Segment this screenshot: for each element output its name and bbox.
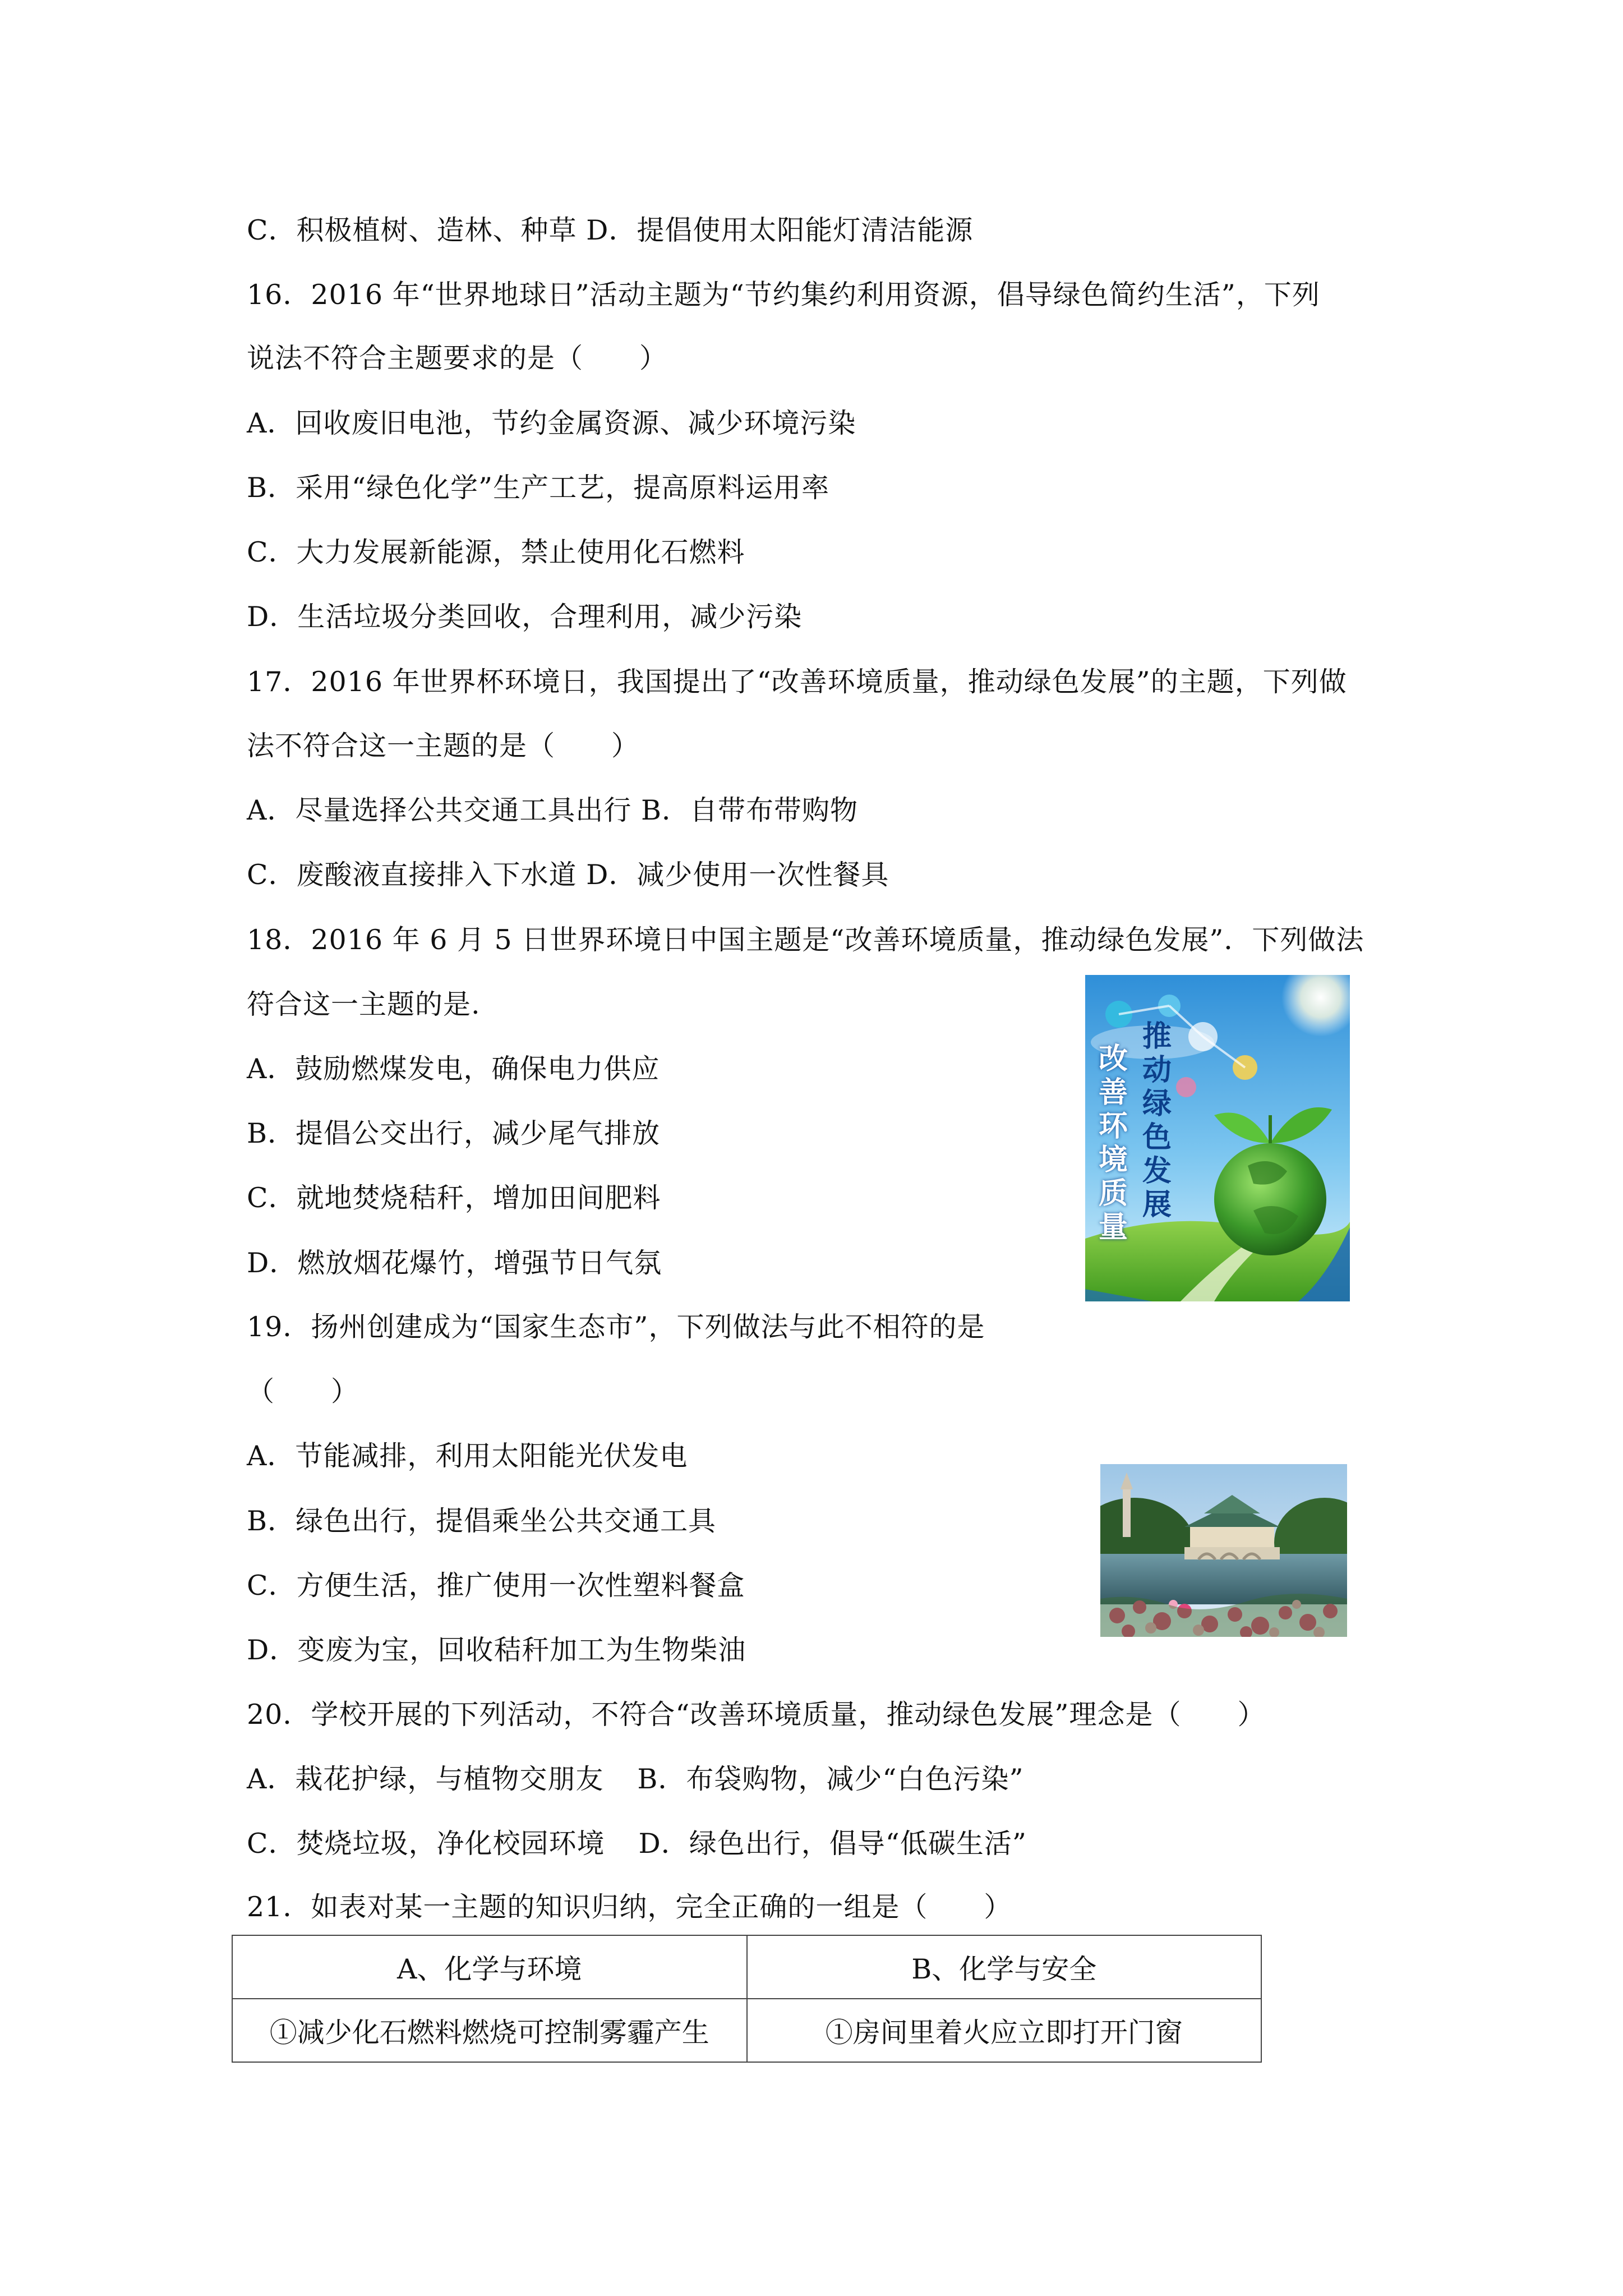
- q19-option-d: D．变废为宝，回收秸秆加工为生物柴油: [247, 1634, 746, 1666]
- q18-option-a: A．鼓励燃煤发电，确保电力供应: [247, 1053, 660, 1085]
- table-row: [232, 1999, 1261, 2062]
- q17-options-ab: A．尽量选择公共交通工具出行 B．自带布带购物: [247, 794, 858, 826]
- q16-option-a: A．回收废旧电池，节约金属资源、减少环境污染: [247, 407, 856, 439]
- yangzhou-lake-photo: [1100, 1464, 1347, 1637]
- table-header-b: B、化学与安全: [747, 1935, 1262, 1999]
- q17-stem-line1: 17．2016 年世界杯环境日，我国提出了“改善环境质量，推动绿色发展”的主题，下列做: [247, 666, 1347, 698]
- q21-stem: 21．如表对某一主题的知识归纳，完全正确的一组是（ ）: [247, 1891, 1012, 1923]
- green-development-poster: [1085, 975, 1350, 1301]
- q17-options-cd: C．废酸液直接排入下水道 D．减少使用一次性餐具: [247, 859, 889, 891]
- table-header-a: A、化学与环境: [232, 1935, 747, 1999]
- q18-option-c: C．就地焚烧秸秆，增加田间肥料: [247, 1182, 661, 1214]
- q20-option-a: A．栽花护绿，与植物交朋友: [247, 1763, 604, 1795]
- poster-slogan-right: 推动绿色发展: [1142, 1020, 1172, 1222]
- q19-option-b: B．绿色出行，提倡乘坐公共交通工具: [247, 1505, 717, 1537]
- q18-stem-line2: 符合这一主题的是.: [247, 988, 481, 1020]
- q18-option-b: B．提倡公交出行，减少尾气排放: [247, 1117, 661, 1149]
- knowledge-table: [232, 1935, 1262, 2063]
- q16-option-d: D．生活垃圾分类回收，合理利用，减少污染: [247, 601, 803, 633]
- q20-option-d: D．绿色出行，倡导“低碳生活”: [638, 1828, 1027, 1860]
- q20-options-ab: [247, 1763, 1024, 1796]
- q20-stem: 20．学校开展的下列活动，不符合“改善环境质量，推动绿色发展”理念是（ ）: [247, 1699, 1266, 1731]
- q19-option-c: C．方便生活，推广使用一次性塑料餐盒: [247, 1570, 745, 1602]
- poster-slogan-left: 改善环境质量: [1098, 1042, 1128, 1244]
- q18-stem-line1: 18．2016 年 6 月 5 日世界环境日中国主题是“改善环境质量，推动绿色发展”．下列做法: [247, 924, 1364, 956]
- q16-stem-line1: 16．2016 年“世界地球日”活动主题为“节约集约利用资源，倡导绿色简约生活”，下列: [247, 279, 1320, 311]
- table-cell-b1: ①房间里着火应立即打开门窗: [747, 1999, 1262, 2062]
- q19-stem-line2: （ ）: [247, 1375, 359, 1407]
- q15-option-c: C．积极植树、造林、种草 D．提倡使用太阳能灯清洁能源: [247, 214, 974, 246]
- table-cell-a1: ①减少化石燃料燃烧可控制雾霾产生: [232, 1999, 747, 2062]
- table-header-row: [232, 1935, 1261, 1999]
- q17-stem-line2: 法不符合这一主题的是（ ）: [247, 730, 640, 762]
- q19-stem-line1: 19．扬州创建成为“国家生态市”，下列做法与此不相符的是: [247, 1311, 985, 1343]
- q20-options-cd: [247, 1827, 1027, 1861]
- q18-option-d: D．燃放烟花爆竹，增强节日气氛: [247, 1247, 662, 1279]
- q20-option-c: C．焚烧垃圾，净化校园环境: [247, 1828, 605, 1860]
- q16-option-b: B．采用“绿色化学”生产工艺，提高原料运用率: [247, 472, 830, 504]
- q16-stem-line2: 说法不符合主题要求的是（ ）: [247, 342, 668, 374]
- q20-option-b: B．布袋购物，减少“白色污染”: [637, 1763, 1024, 1795]
- q16-option-c: C．大力发展新能源，禁止使用化石燃料: [247, 536, 745, 568]
- q19-option-a: A．节能减排，利用太阳能光伏发电: [247, 1440, 688, 1472]
